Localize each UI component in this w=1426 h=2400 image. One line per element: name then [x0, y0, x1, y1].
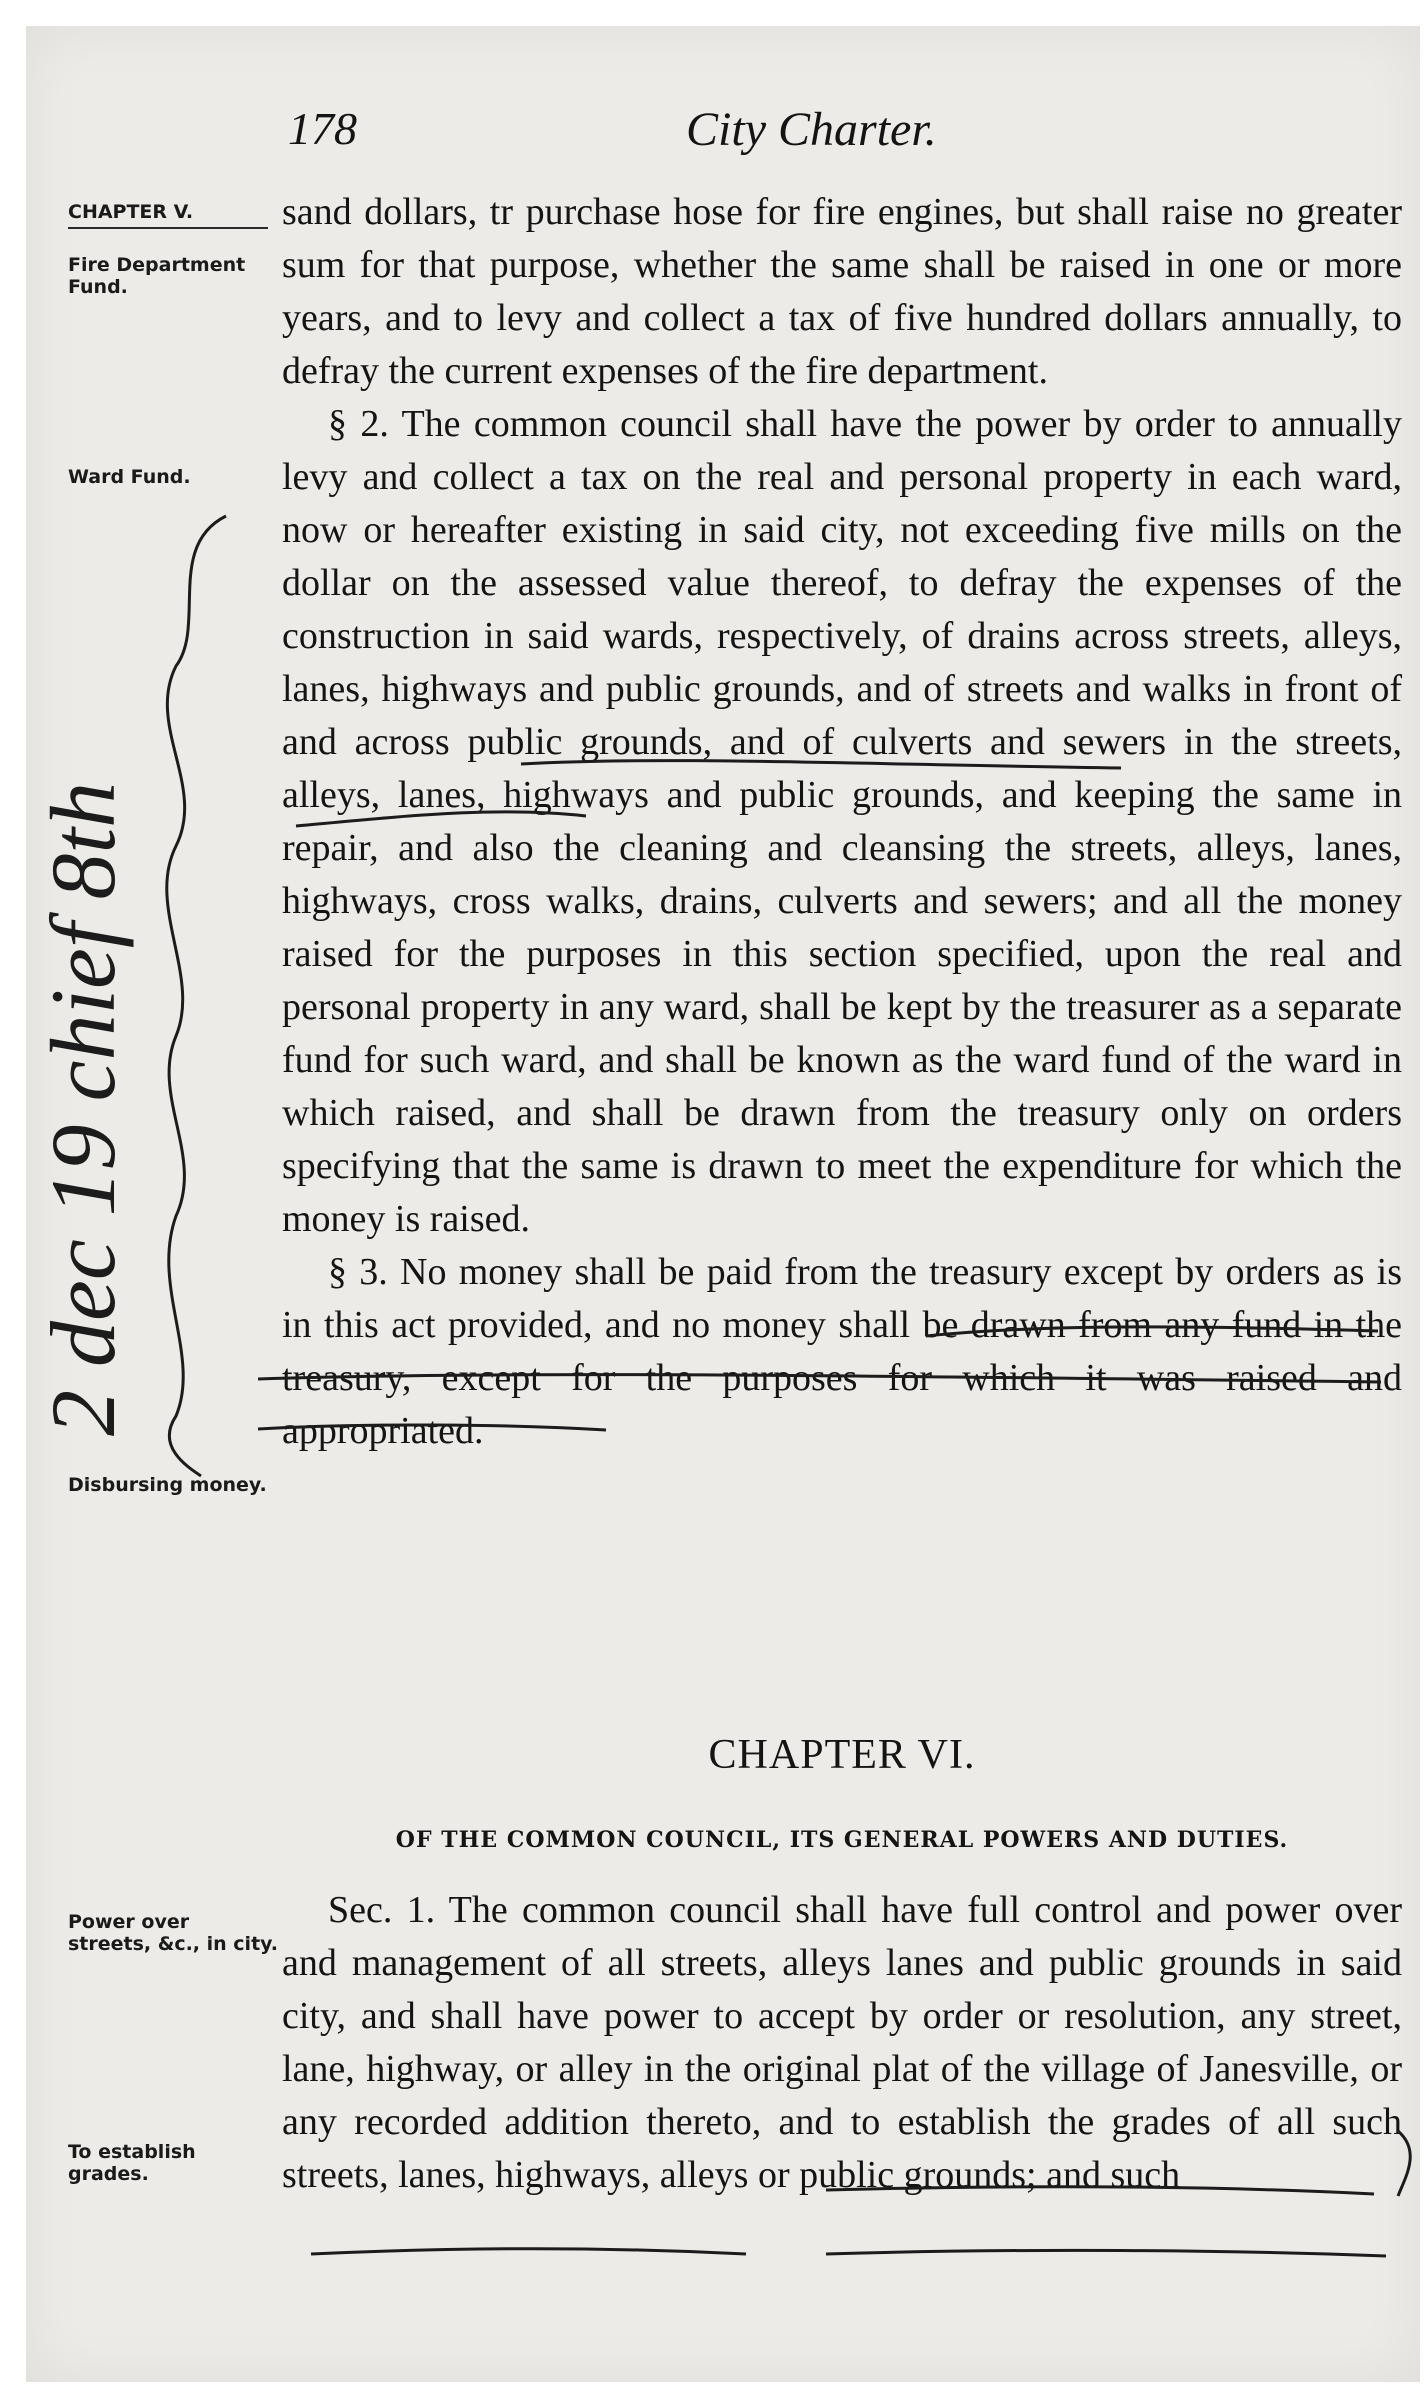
margin-note-disbursing: Disbursing money.	[68, 1474, 267, 1496]
margin-note-fire-fund: Fire Department Fund.	[68, 254, 246, 298]
page-header	[26, 102, 1420, 162]
paragraph-fire-fund: sand dollars, tr purchase hose for fire engines, but shall raise no greater sum for that purpose, whether the same shall be raised in one or more years, and to levy and collect a tax of five hundred dollars annually, to defray the current expenses of the fire department.	[282, 191, 1402, 392]
margin-chapter-label	[68, 201, 278, 229]
chapter-subheading: OF THE COMMON COUNCIL, ITS GENERAL POWERS AND DUTIES.	[395, 1827, 1289, 1853]
paragraph-sec-1: Sec. 1. The common council shall have full control and power over and management of all streets, alleys lanes and public grounds in said city, and shall have power to accept by order or resolution, any street, lane, highway, or alley in the original plat of the village of Janesville, or any recorded addition thereto, and to establish the grades of all such streets, lanes, highways, alleys or public grounds; and such	[282, 1889, 1402, 2196]
text-block-chapter-v	[282, 186, 1402, 1458]
text-block-chapter-vi	[282, 1884, 1402, 2202]
running-title: City Charter.	[686, 103, 937, 156]
margin-note-power-streets: Power over streets, &c., in city.	[68, 1911, 279, 1955]
margin-note-ward-fund: Ward Fund.	[68, 466, 191, 488]
margin-note-establish-grades: To establish grades.	[68, 2141, 196, 2185]
page-number: 178	[288, 103, 357, 154]
paragraph-section-3: § 3. No money shall be paid from the treasury except by orders as is in this act provided, and no money shall be drawn from any fund in the treasury, except for the purposes for which it was raised and appropriated.	[282, 1251, 1402, 1452]
chapter-heading: CHAPTER VI.	[708, 1732, 976, 1778]
handwritten-margin-note	[32, 516, 226, 1476]
book-page	[26, 26, 1420, 2382]
handwritten-note-text: 2 dec 19 chief 8th	[32, 781, 134, 1436]
chapter-label: CHAPTER V.	[68, 201, 268, 229]
paragraph-section-2: § 2. The common council shall have the power by order to annually levy and collect a tax on the real and personal property in each ward, now or hereafter existing in said city, not exceeding five mills on the dollar on the assessed value thereof, to defray the expenses of the construction in said wards, respectively, of drains across streets, alleys, lanes, highways and public grounds, and of streets and walks in front of and across public grounds, and of culverts and sewers in the streets, alleys, lanes, highways and public grounds, and keeping the same in repair, and also the cleaning and cleansing the streets, alleys, lanes, highways, cross walks, drains, culverts and sewers; and all the money raised for the purposes in this section specified, upon the real and personal property in any ward, shall be kept by the treasurer as a separate fund for such ward, and shall be known as the ward fund of the ward in which raised, and shall be drawn from the treasury only on orders specifying that the same is drawn to meet the expenditure for which the money is raised.	[282, 403, 1402, 1240]
